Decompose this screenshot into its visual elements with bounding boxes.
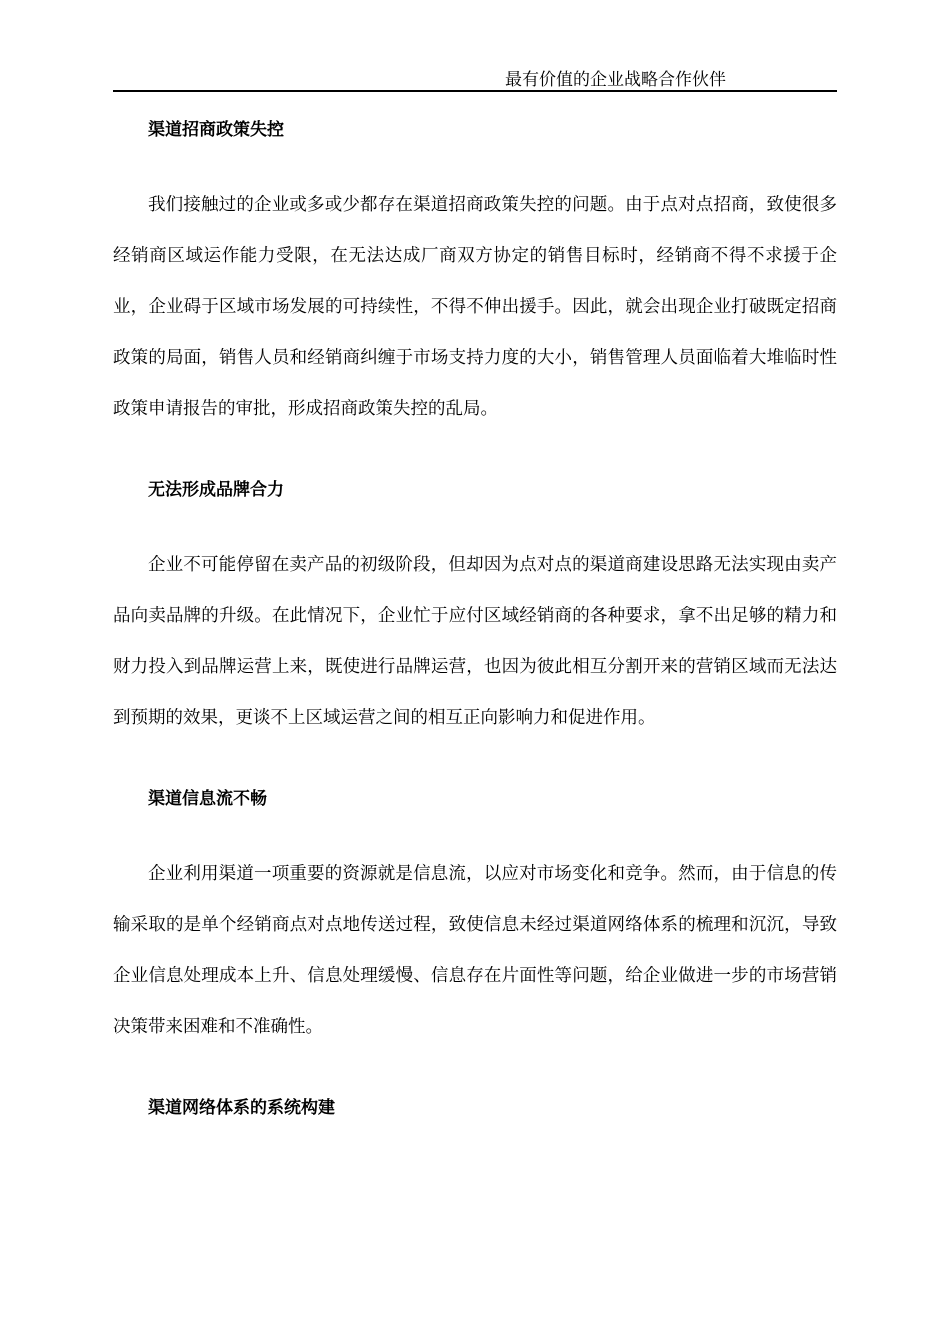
section-heading-channel-policy: 渠道招商政策失控 <box>148 120 284 140</box>
page-header-title: 最有价值的企业战略合作伙伴 <box>505 70 726 90</box>
section-paragraph-brand-synergy: 企业不可能停留在卖产品的初级阶段，但却因为点对点的渠道商建设思路无法实现由卖产品向卖品牌的升级。在此情况下，企业忙于应付区域经销商的各种要求，拿不出足够的精力和财力投入到品牌运营上来，既使进行品牌运营，也因为彼此相互分割开来的营销区域而无法达到预期的效果，更谈不上区域运营之间的相互正向影响力和促进作用。 <box>113 555 837 728</box>
section-heading-brand-synergy: 无法形成品牌合力 <box>148 480 284 500</box>
section-paragraph-channel-policy: 我们接触过的企业或多或少都存在渠道招商政策失控的问题。由于点对点招商，致使很多经销商区域运作能力受限，在无法达成厂商双方协定的销售目标时，经销商不得不求援于企业，企业碍于区域市场发展的可持续性，不得不伸出援手。因此，就会出现企业打破既定招商政策的局面，销售人员和经销商纠缠于市场支持力度的大小，销售管理人员面临着大堆临时性政策申请报告的审批，形成招商政策失控的乱局。 <box>113 195 837 419</box>
section-heading-information-flow: 渠道信息流不畅 <box>148 789 267 809</box>
section-paragraph-information-flow: 企业利用渠道一项重要的资源就是信息流，以应对市场变化和竞争。然而，由于信息的传输采取的是单个经销商点对点地传送过程，致使信息未经过渠道网络体系的梳理和沉沉，导致企业信息处理成本上升、信息处理缓慢、信息存在片面性等问题，给企业做进一步的市场营销决策带来困难和不准确性。 <box>113 864 837 1037</box>
document-body <box>113 106 837 1132</box>
page-header <box>113 66 837 92</box>
section-heading-network-system: 渠道网络体系的系统构建 <box>148 1098 335 1118</box>
